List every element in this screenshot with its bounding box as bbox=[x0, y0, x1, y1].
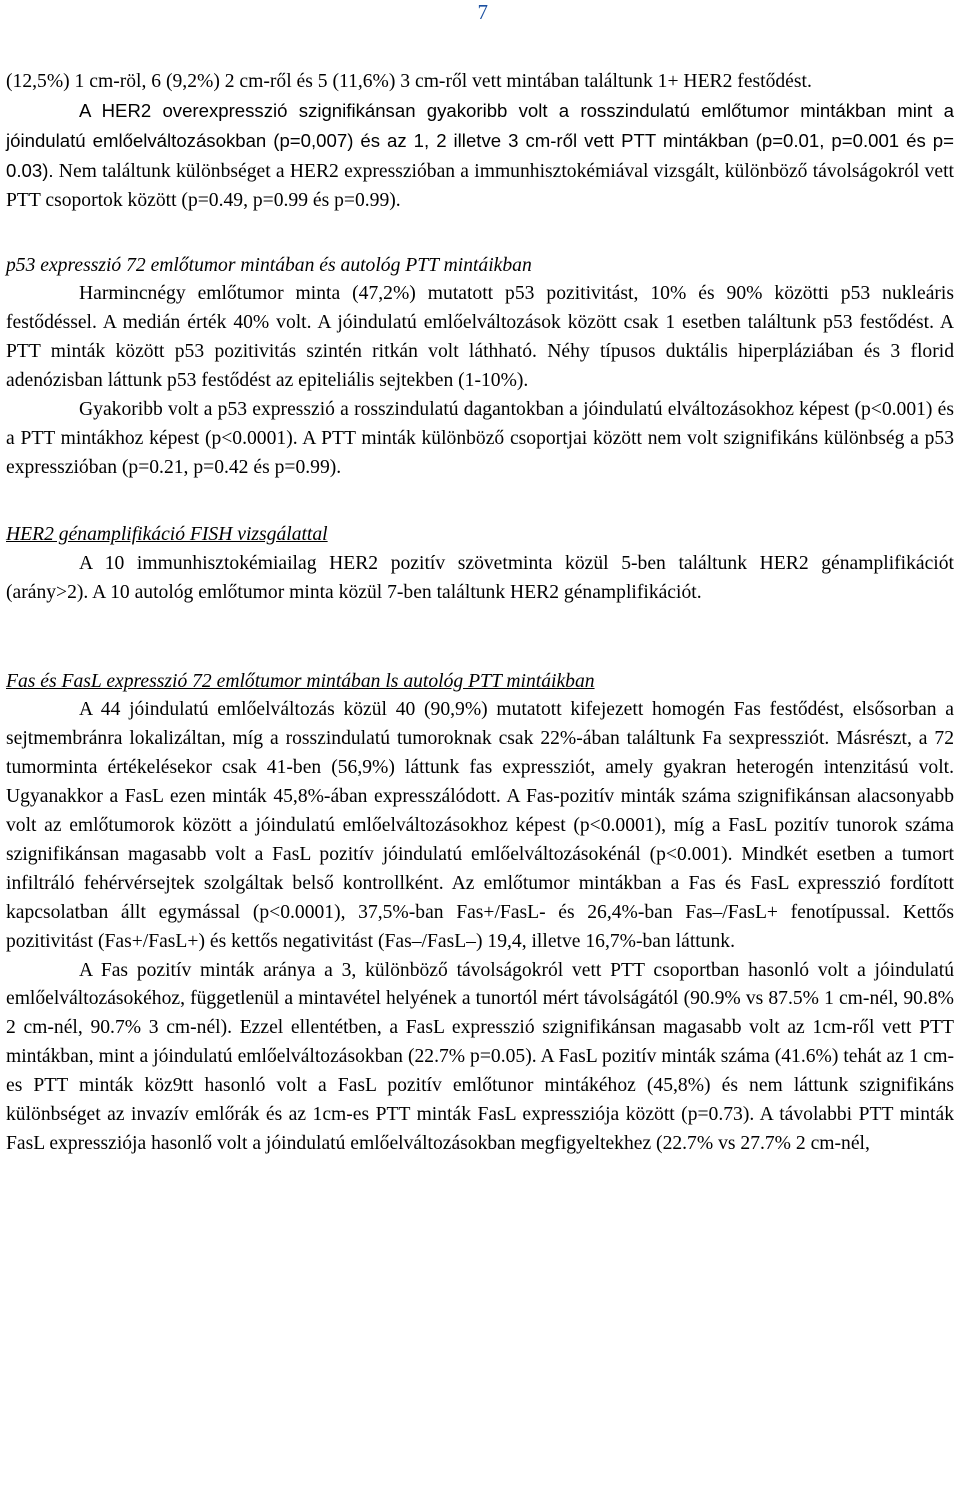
paragraph-fas-1: A 44 jóindulatú emlőelváltozás közül 40 (90,9%) mutatott kifejezett homogén Fas festődést, elsősorban a sejtmembránra lokalizáltan, míg a rosszindulatú tumoroknak csak 22%-ában találtunk Fa sexpressziót. Másrészt, a 72 tumorminta értékelésekor csak 41-ben (56,9%) láttunk fas expressziót, amely gyakran heterogén intenzitású volt. Ugyanakkor a FasL ezen minták 45,8%-ában expresszálódott. A Fas-pozitív minták száma szignifikánsan alacsonyabb volt az emlőtumorok között a jóindulatú emlőelváltozásokhoz képest (p<0.0001), míg a FasL pozitív tunorok száma szignifikánsan magasabb volt a FasL pozitív jóindulatú emlőelváltozásokénál (p<0.001). Mindkét esetben a tumort infiltráló fehérvérsejtek szolgáltak belső kontrollként. Az emlőtumor mintákban a Fas és FasL expresszió fordított kapcsolatban állt egymással (p<0.0001), 37,5%-ban Fas+/FasL- és 26,4%-ban Fas–/FasL+ fenotípussal. Kettős pozitivitást (Fas+/FasL+) és kettős negativitást (Fas–/FasL–) 19,4, illetve 16,7%-ban láttunk. bbox=[6, 699, 954, 952]
paragraph-her2-overexpression bbox=[6, 97, 954, 216]
section-heading-fas: Fas és FasL expresszió 72 emlőtumor mintában ls autológ PTT mintáikban bbox=[6, 670, 595, 692]
paragraph-fish: A 10 immunhisztokémiailag HER2 pozitív szövetminta közül 5-ben találtunk HER2 génamplifikációt (arány>2). A 10 autológ emlőtumor minta közül 7-ben találtunk HER2 génamplifikációt. bbox=[6, 552, 954, 603]
section-heading-p53: p53 expresszió 72 emlőtumor mintában és autológ PTT mintáikban bbox=[6, 254, 532, 276]
page-body bbox=[6, 68, 954, 1159]
paragraph-her2-overexpression-a: A HER2 overexpresszió szignifikánsan gyakoribb volt a rosszindulatú emlőtumor mintákban mint a jóindulatú emlőelváltozásokban (p=0,007) és az 1, 2 illetve 3 cm-ről vett PTT mintákban (p=0.01, p=0.001 és p= 0.03). bbox=[6, 99, 954, 181]
paragraph-p53-1: Harmincnégy emlőtumor minta (47,2%) mutatott p53 pozitivitást, 10% és 90% közötti p53 nukleáris festődéssel. A medián érték 40% volt. A jóindulatú emlőelváltozások között csak 1 esetben találtunk p53 festődést. A PTT minták között p53 pozitivitás szintén ritkán volt láthható. Néhy típusos duktális hiperpláziában és 3 florid adenózisban láttunk p53 festődést az epiteliális sejtekben (1-10%). bbox=[6, 283, 954, 392]
paragraph-her2-continued: (12,5%) 1 cm-röl, 6 (9,2%) 2 cm-ről és 5 (11,6%) 3 cm-ről vett mintában találtunk 1+ HER2 festődést. bbox=[6, 71, 812, 92]
page-number: 7 bbox=[477, 0, 488, 24]
paragraph-her2-overexpression-b: Nem találtunk különbséget a HER2 expresszióban a immunhisztokémiával vizsgált, különböző távolságokról vett PTT csoportok között (p=0.49, p=0.99 és p=0.99). bbox=[6, 160, 954, 211]
paragraph-fas-2: A Fas pozitív minták aránya a 3, különböző távolságokról vett PTT csoportban hasonló volt a jóindulatú emlőelváltozásokéhoz, függetlenül a mintavétel helyének a tunortól mért távolságától (90.9% vs 87.5% 1 cm-nél, 90.8% 2 cm-nél, 90.7% 3 cm-nél). Ezzel ellentétben, a FasL expresszió szignifikánsan magasabb volt az 1cm-ről vett PTT mintákban, mint a jóindulatú emlőelváltozásokban (22.7% p=0.05). A FasL pozitív minták száma (41.6%) tehát az 1 cm-es PTT minták köz9tt hasonló volt a FasL pozitív emlőtunor mintákéhoz (45,8%) és nem láttunk szignifikáns különbséget az invazív emlőrák és az 1cm-es PTT minták FasL expressziója között (p=0.73). A távolabbi PTT minták FasL expressziója hasonlő volt a jóindulatú emlőelváltozásokban megfigyeltekhez (22.7% vs 27.7% 2 cm-nél, bbox=[6, 959, 954, 1154]
paragraph-p53-2: Gyakoribb volt a p53 expresszió a rosszindulatú dagantokban a jóindulatú elváltozásokhoz képest (p<0.001) és a PTT mintákhoz képest (p<0.0001). A PTT minták különböző csoportjai között nem volt szignifikáns különbség a p53 expresszióban (p=0.21, p=0.42 és p=0.99). bbox=[6, 399, 954, 478]
section-heading-fish: HER2 génamplifikáció FISH vizsgálattal bbox=[6, 523, 328, 545]
